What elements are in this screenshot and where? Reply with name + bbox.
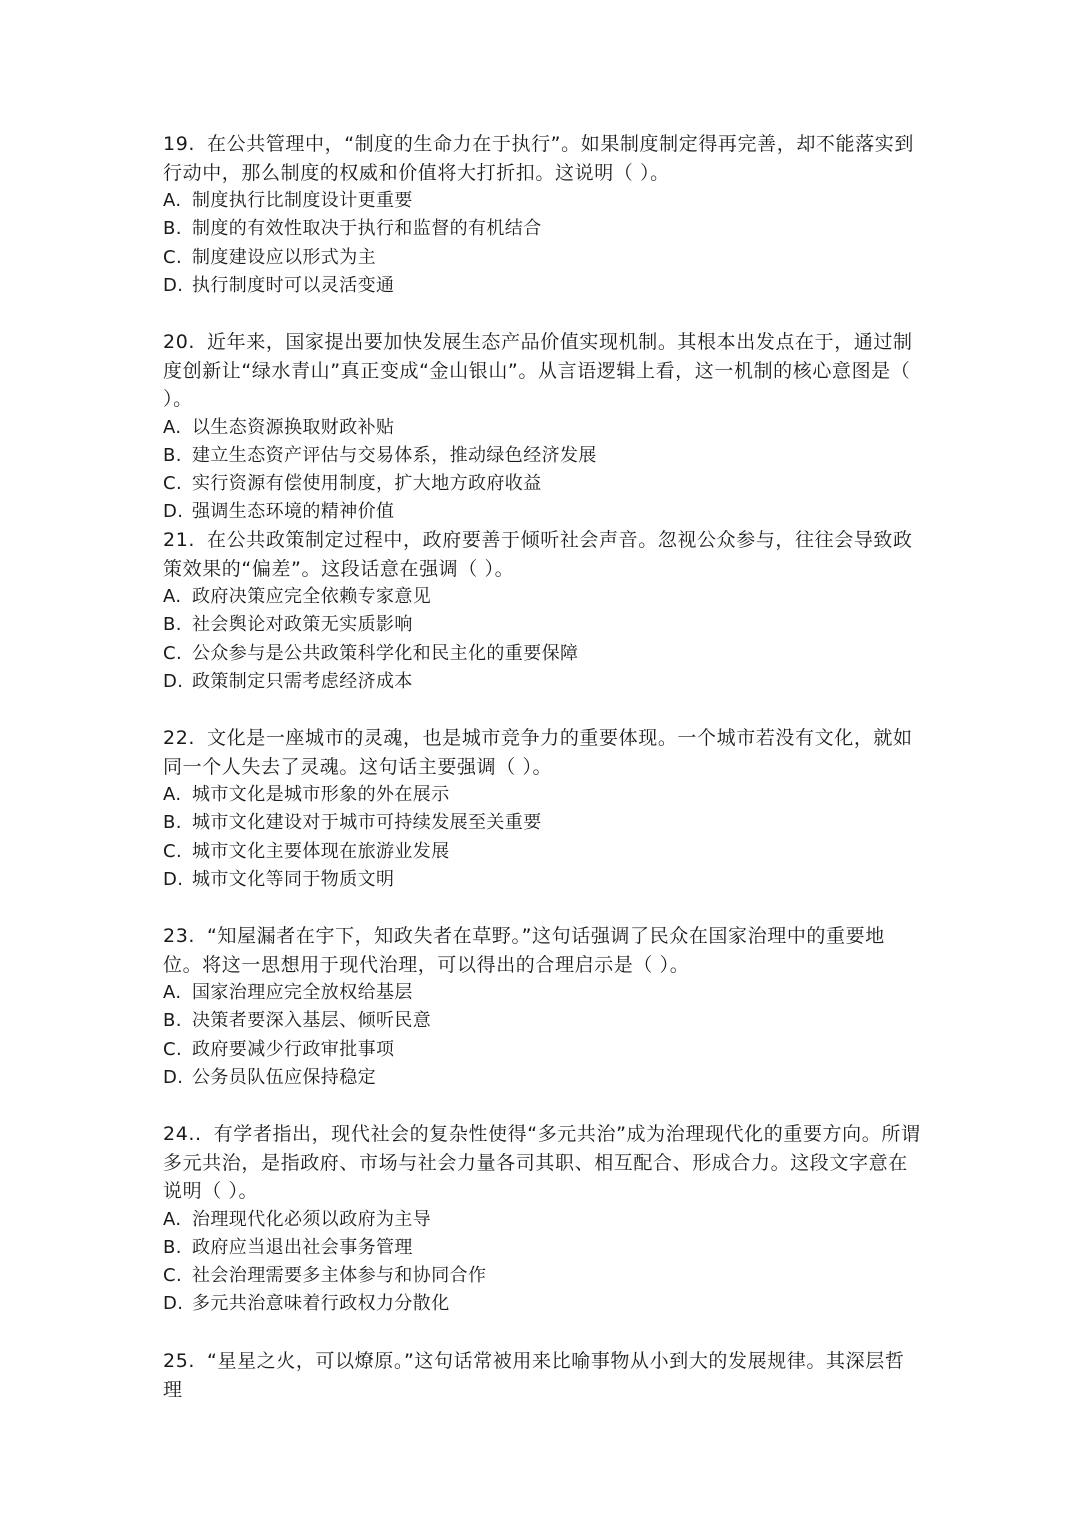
question-text: 有学者指出，现代社会的复杂性使得“多元共治”成为治理现代化的重要方向。所谓多元共治，是指政府、市场与社会力量各司其职、相互配合、形成合力。这段文字意在说明（ ）。 [163,1123,921,1202]
option-letter: D. [163,868,184,890]
option-list [163,583,923,696]
option-b [163,809,923,837]
option-a [163,583,923,611]
option-text: 城市文化等同于物质文明 [192,868,395,890]
option-text: 国家治理应完全放权给基层 [192,982,413,1003]
question-22 [163,724,923,894]
option-c [163,1036,923,1064]
question-stem [163,526,923,583]
question-number: 21. [163,529,196,551]
option-b [163,1007,923,1035]
option-b [163,1234,923,1262]
option-text: 城市文化建设对于城市可持续发展至关重要 [192,812,542,834]
option-text: 城市文化是城市形象的外在展示 [192,784,450,805]
option-letter: A. [163,784,182,805]
question-stem [163,328,923,414]
question-stem [163,1347,923,1404]
question-number: 23. [163,925,196,947]
option-text: 制度建设应以形式为主 [192,246,376,268]
option-c [163,470,923,498]
option-a [163,781,923,809]
question-text: 近年来，国家提出要加快发展生态产品价值实现机制。其根本出发点在于，通过制度创新让“绿水青山”真正变成“金山银山”。从言语逻辑上看，这一机制的核心意图是（ ）。 [163,331,913,410]
option-text: 社会舆论对政策无实质影响 [192,614,413,636]
option-text: 执行制度时可以灵活变通 [192,274,395,296]
option-letter: B. [163,614,182,636]
option-letter: B. [163,218,182,240]
option-list [163,414,923,527]
option-text: 城市文化主要体现在旅游业发展 [192,840,450,862]
option-d [163,866,923,894]
option-list [163,187,923,300]
question-number: 22. [163,727,196,749]
option-letter: D. [163,1066,184,1088]
option-text: 政府要减少行政审批事项 [192,1038,395,1060]
option-text: 实行资源有偿使用制度，扩大地方政府收益 [192,473,542,495]
option-a [163,414,923,442]
option-text: 建立生态资产评估与交易体系，推动绿色经济发展 [192,444,597,466]
question-number: 20. [163,331,196,353]
question-19 [163,130,923,300]
option-c [163,640,923,668]
option-b [163,215,923,243]
option-letter: D. [163,501,184,523]
option-d [163,1290,923,1318]
question-stem [163,922,923,979]
option-letter: C. [163,1038,183,1060]
option-list [163,979,923,1092]
option-letter: A. [163,190,182,211]
option-text: 决策者要深入基层、倾听民意 [192,1010,432,1032]
question-text: “星星之火，可以燎原。”这句话常被用来比喻事物从小到大的发展规律。其深层哲理 [163,1350,905,1401]
option-a [163,979,923,1007]
question-text: 在公共管理中，“制度的生命力在于执行”。如果制度制定得再完善，却不能落实到行动中，那么制度的权威和价值将大打折扣。这说明（ ）。 [163,133,914,184]
option-text: 制度的有效性取决于执行和监督的有机结合 [192,218,542,240]
question-24 [163,1120,923,1319]
option-text: 以生态资源换取财政补贴 [192,416,395,438]
option-letter: C. [163,1265,183,1287]
option-letter: A. [163,416,182,438]
option-letter: C. [163,642,183,664]
option-letter: C. [163,840,183,862]
option-a [163,187,923,215]
option-text: 政府应当退出社会事务管理 [192,1236,413,1258]
question-stem [163,1120,923,1206]
option-letter: A. [163,586,182,607]
option-letter: B. [163,1010,182,1032]
option-letter: B. [163,1236,182,1258]
option-text: 政策制定只需考虑经济成本 [192,670,413,692]
question-text: “知屋漏者在宇下，知政失者在草野。”这句话强调了民众在国家治理中的重要地位。将这一思想用于现代治理，可以得出的合理启示是（ ）。 [163,925,885,976]
question-21 [163,526,923,696]
option-b [163,611,923,639]
option-b [163,442,923,470]
option-text: 公众参与是公共政策科学化和民主化的重要保障 [192,642,579,664]
option-text: 治理现代化必须以政府为主导 [192,1208,432,1230]
option-c [163,244,923,272]
question-number: 19. [163,133,196,155]
option-text: 制度执行比制度设计更重要 [192,190,413,211]
option-letter: D. [163,274,184,296]
question-text: 在公共政策制定过程中，政府要善于倾听社会声音。忽视公众参与，往往会导致政策效果的“偏差”。这段话意在强调（ ）。 [163,529,913,580]
question-stem [163,724,923,781]
option-list [163,781,923,894]
option-letter: C. [163,473,183,495]
option-text: 多元共治意味着行政权力分散化 [192,1293,450,1315]
option-letter: D. [163,670,184,692]
option-c [163,1262,923,1290]
option-letter: A. [163,982,182,1003]
option-text: 社会治理需要多主体参与和协同合作 [192,1265,487,1287]
option-letter: B. [163,444,182,466]
option-d [163,1064,923,1092]
option-text: 政府决策应完全依赖专家意见 [192,586,432,607]
option-a [163,1206,923,1234]
option-letter: C. [163,246,183,268]
option-c [163,838,923,866]
option-d [163,668,923,696]
question-25 [163,1347,923,1404]
question-number: 25. [163,1350,196,1372]
option-d [163,272,923,300]
question-stem [163,130,923,187]
question-20 [163,328,923,527]
question-23 [163,922,923,1092]
question-text: 文化是一座城市的灵魂，也是城市竞争力的重要体现。一个城市若没有文化，就如同一个人失去了灵魂。这句话主要强调（ ）。 [163,727,913,778]
option-text: 公务员队伍应保持稳定 [192,1066,376,1088]
question-number: 24.. [163,1123,202,1145]
option-letter: A. [163,1208,182,1230]
option-letter: B. [163,812,182,834]
option-list [163,1206,923,1319]
option-text: 强调生态环境的精神价值 [192,501,395,523]
option-letter: D. [163,1293,184,1315]
option-d [163,498,923,526]
